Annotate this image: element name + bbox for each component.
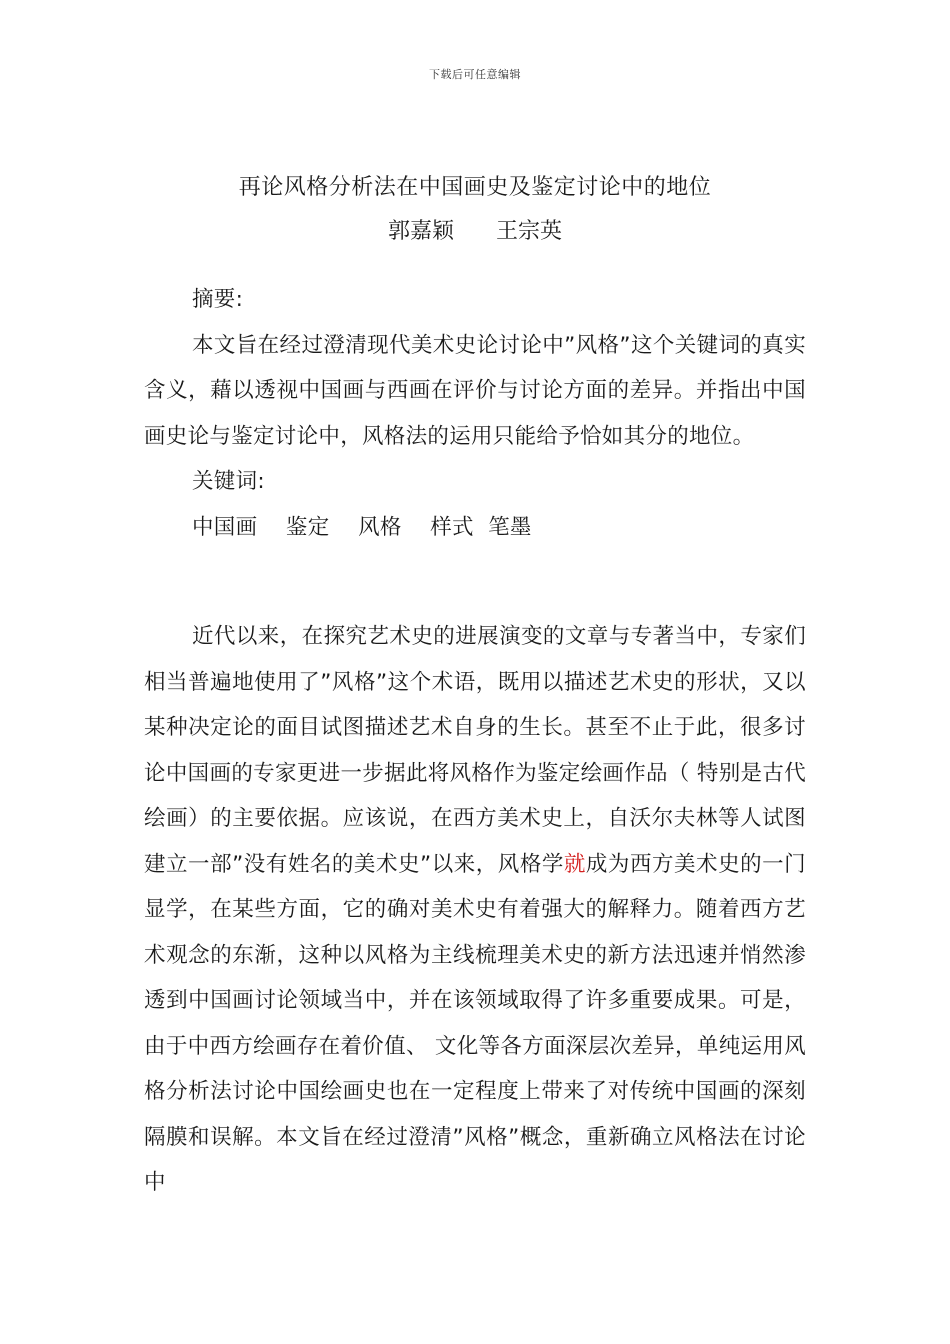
body-text-part2: 成为西方美术史的一门显学，在某些方面，它的确对美术史有着强大的解释力。随着西方艺术观念的东渐，这种以风格为主线梳理美术史的新方法迅速并悄然渗透到中国画讨论领域当中，并在该领域取得了许多重要成果。可是，由于中西方绘画存在着价值、 文化等各方面深层次差异，单纯运用风格分析法讨论中国绘画史也在一定程度上带来了对传统中国画的深刻隔膜和误解。本文旨在经过澄清”风格”概念，重新确立风格法在讨论中 xyxy=(144,851,806,1195)
keywords-label: 关键词: xyxy=(192,469,265,494)
abstract-label: 摘要: xyxy=(192,287,244,312)
abstract-section xyxy=(144,277,806,550)
highlighted-character: 就 xyxy=(563,851,586,877)
keywords-text: 中国画 鉴定 风格 样式 笔墨 xyxy=(192,514,532,540)
body-paragraph xyxy=(144,614,806,1206)
header-note: 下载后可任意编辑 xyxy=(429,68,521,81)
body-text-part1: 近代以来，在探究艺术史的进展演变的文章与专著当中，专家们相当普遍地使用了”风格”这个术语，既用以描述艺术史的形状，又以某种决定论的面目试图描述艺术自身的生长。甚至不止于此，很多讨论中国画的专家更进一步据此将风格作为鉴定绘画作品（ 特别是古代绘画）的主要依据。应该说，在西方美术史上，自沃尔夫林等人试图建立一部”没有姓名的美术史”以来，风格学 xyxy=(144,624,806,877)
document-title: 再论风格分析法在中国画史及鉴定讨论中的地位 xyxy=(238,175,712,200)
body-section xyxy=(144,614,806,1206)
authors: 郭嘉颖 王宗英 xyxy=(388,219,562,244)
abstract-text: 本文旨在经过澄清现代美术史论讨论中”风格”这个关键词的真实含义，藉以透视中国画与西画在评价与讨论方面的差异。并指出中国画史论与鉴定讨论中，风格法的运用只能给予恰如其分的地位。 xyxy=(144,332,806,449)
